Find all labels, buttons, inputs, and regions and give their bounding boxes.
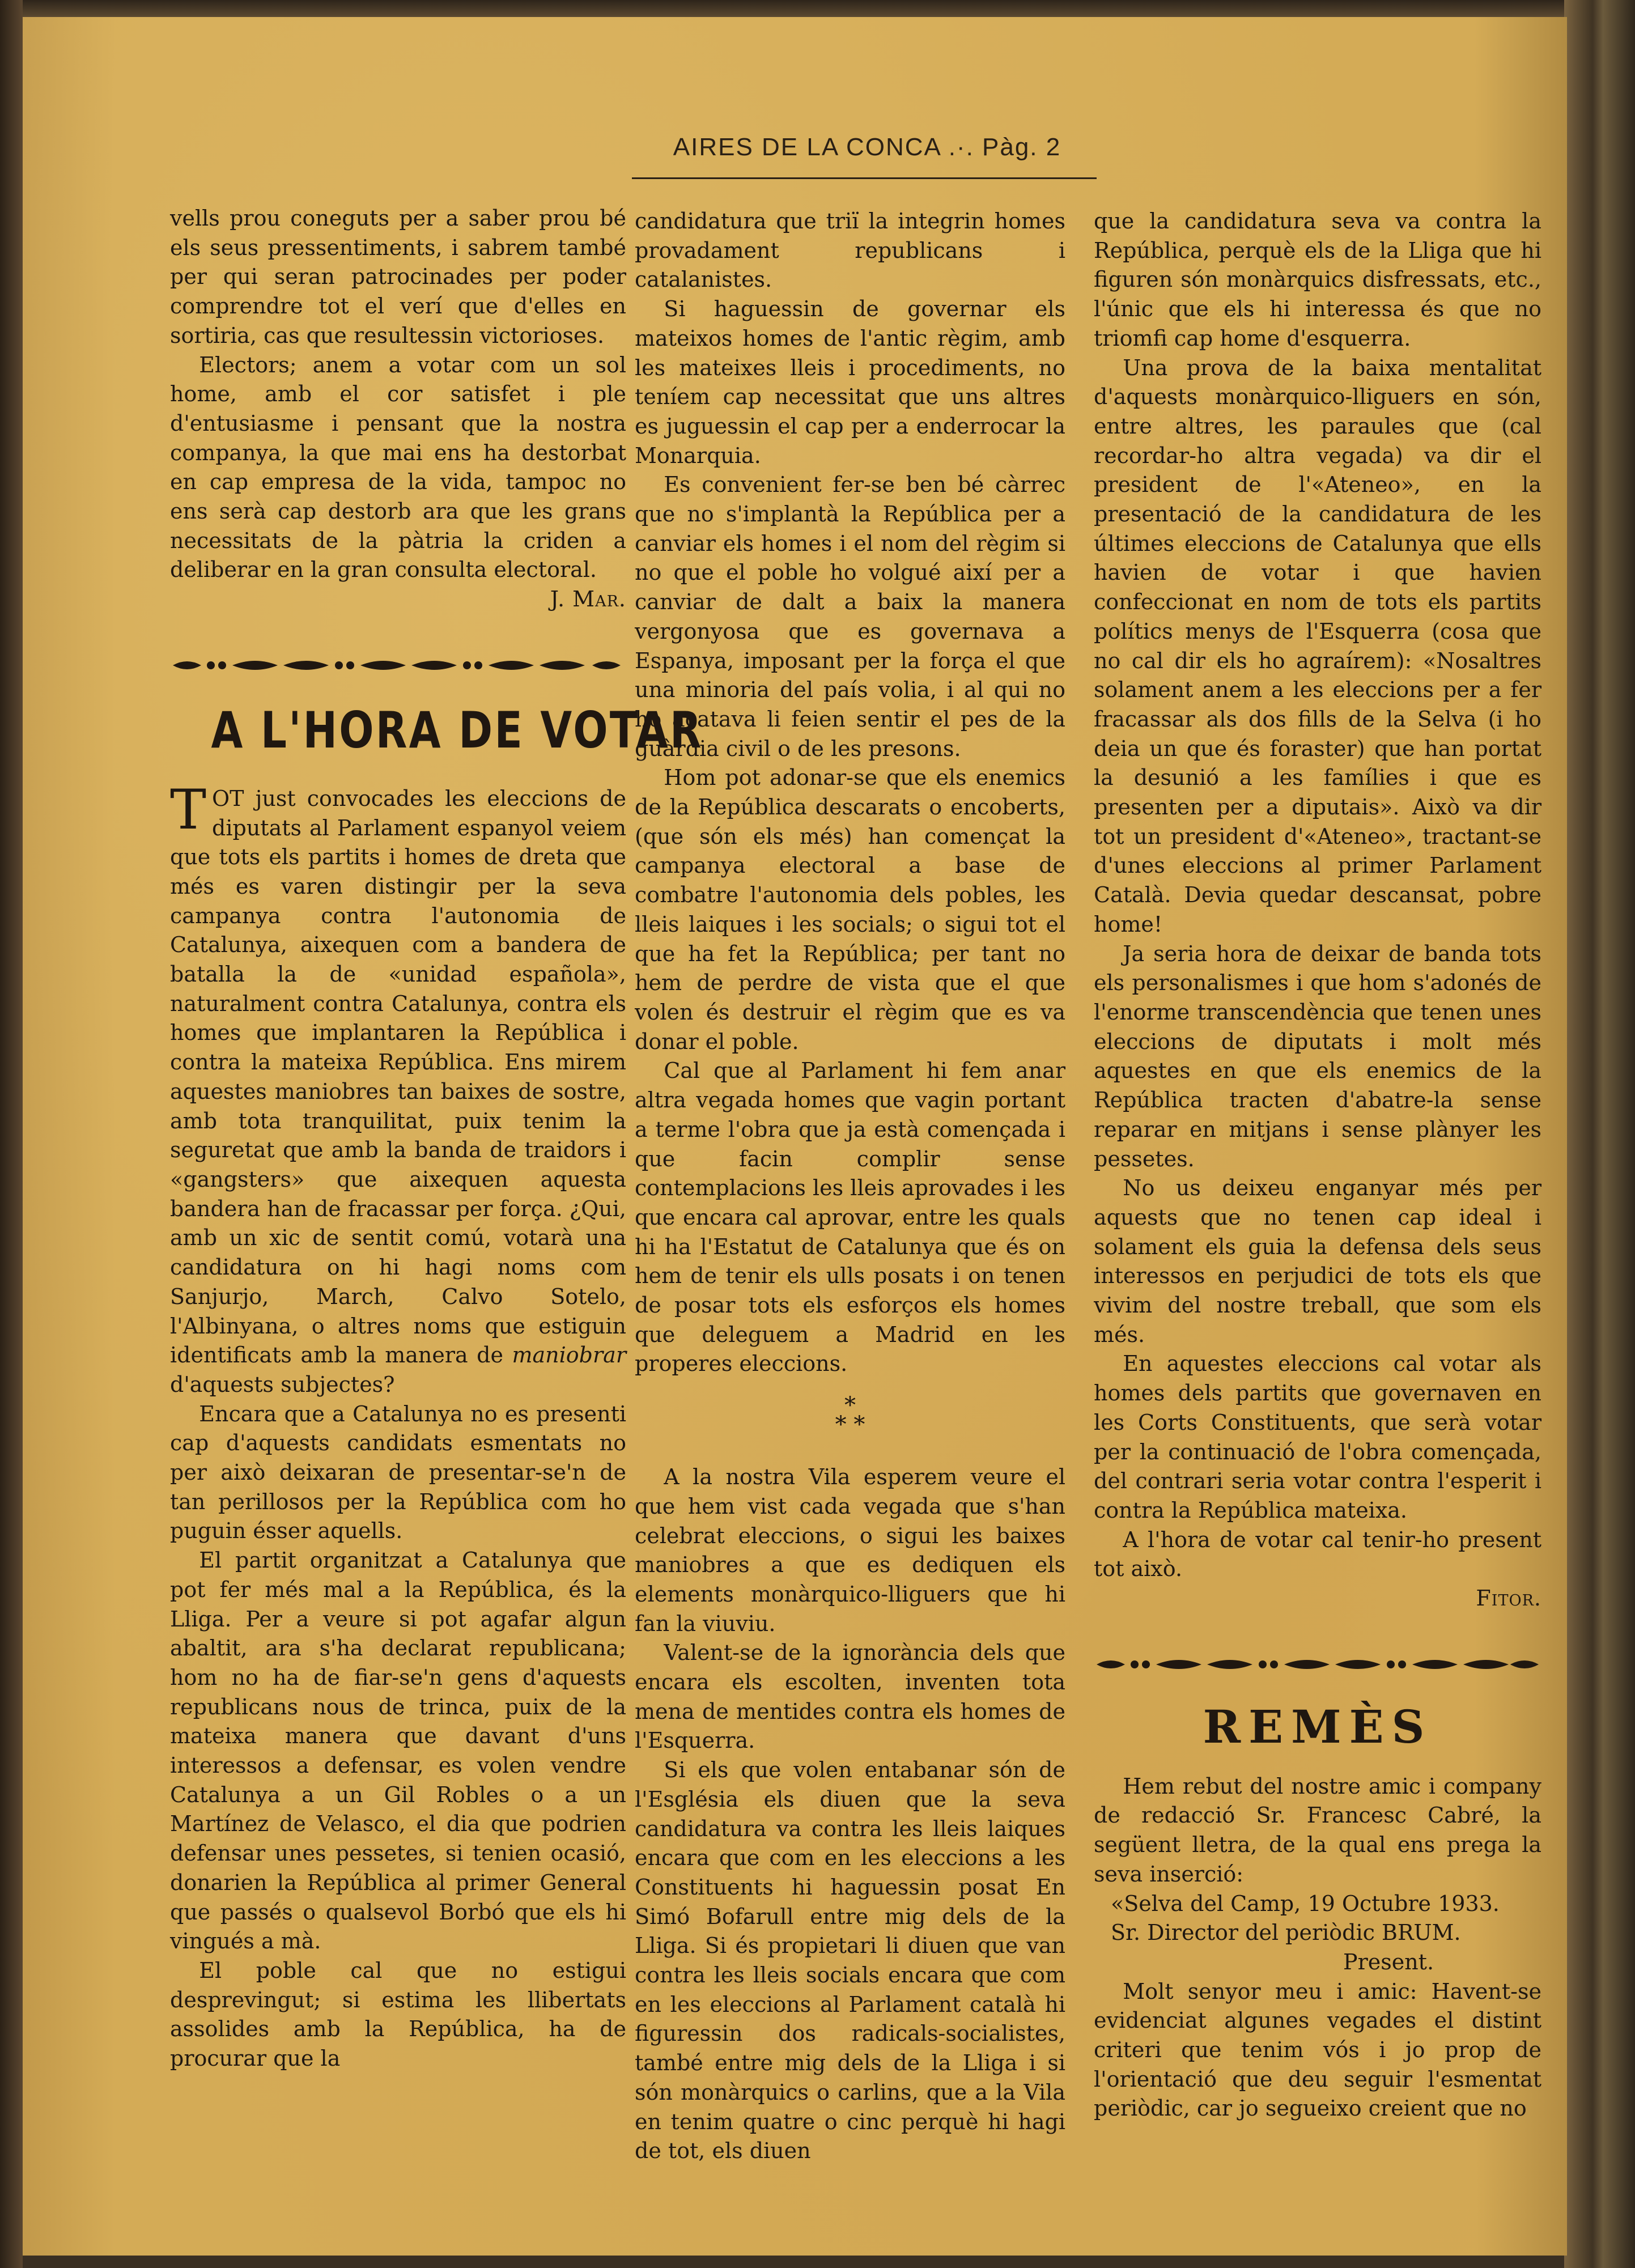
ornament-divider: [170, 654, 626, 677]
paragraph: Encara que a Catalunya no es presenti cap d'aquests candidats esmentats no per això deixaran de presentar-se'n de tan perillosos per la República com ho puguin ésser aquells.: [170, 1401, 626, 1544]
paragraph: Cal que al Parlament hi fem anar altra vegada homes que vagin portant a terme l'obra que ja està començada i que facin complir sense contemplacions les lleis aprovades i les que encara cal aprovar, entre les quals hi ha l'Estatut de Catalunya que és on hem de tenir els ulls posats i on tenen de posar tots els esforços els homes que deleguem a Madrid en les properes eleccions.: [635, 1058, 1065, 1377]
letter-recipient: Sr. Director del periòdic BRUM.: [1111, 1920, 1461, 1946]
paragraph: En aquestes eleccions cal votar als homes dels partits que governaven en les Corts Constituents, que serà votar per la continuació de l'obra començada, del contrari seria votar contra l'esperit i contra la República mateixa.: [1094, 1351, 1541, 1523]
paragraph: Molt senyor meu i amic: Havent-se evidenciat algunes vegades el distint criteri que tenim vós i jo prop de l'orientació que deu seguir l'esmentat periòdic, car jo segueixo creient que no: [1094, 1978, 1541, 2121]
page-header: AIRES DE LA CONCA .·. Pàg. 2: [673, 133, 1061, 161]
paragraph: Valent-se de la ignorància dels que encara els escolten, inventen tota mena de mentides contra els homes de l'Esquerra.: [635, 1640, 1065, 1753]
paragraph: Ja seria hora de deixar de banda tots els personalismes i que hom s'adonés de l'enorme transcendència que tenen unes eleccions de diputats i molt més aquestes en que els enemics de la República tracten d'abatre-la sense reparar en mitjans i sense plànyer les pessetes.: [1094, 941, 1541, 1171]
paragraph: Es convenient fer-se ben bé càrrec que no s'implantà la República per a canviar els homes i el nom del règim si no que el poble ho volgué així per a canviar de dalt a baix la manera vergonyosa que es governava a Espanya, imposant per la força el que una minoria del país volia, i al qui no ho acatava li feien sentir el pes de la guàrdia civil o de les presons.: [635, 472, 1065, 761]
signature: Fitor.: [1476, 1586, 1541, 1611]
paragraph: El partit organitzat a Catalunya que pot fer més mal a la República, és la Lliga. Per a veure si pot agafar algun abaltit, ara s'ha declarat republicana; hom no ha de fiar-se'n gens d'aquests republicans nous de trinca, puix de la mateixa manera que davant d'uns interessos a defensar, es volen vendre Catalunya a un Gil Robles o a un Martínez de Velasco, el dia que podrien defensar unes pessetes, si tenien ocasió, donarien la República al primer General que passés o qualsevol Borbó que els hi vingués a mà.: [170, 1548, 626, 1954]
paragraph: A l'hora de votar cal tenir-ho present tot això.: [1094, 1527, 1541, 1582]
signature: J. Mar.: [550, 587, 626, 612]
column-2: [635, 207, 1065, 2166]
paragraph: Hem rebut del nostre amic i company de redacció Sr. Francesc Cabré, la següent lletra, de la qual ens prega la seva inserció:: [1094, 1773, 1541, 1887]
header-rule: [632, 177, 1097, 179]
paragraph-dropcap: TOT just convocades les eleccions de diputats al Parlament espanyol veiem que tots els partits i homes de dreta que més es varen distingir per la seva campanya contra l'autonomia de Catalunya, aixequen com a bandera de batalla la de «unidad española», naturalment contra Catalunya, contra els homes que implantaren la República i contra la mateixa República. Ens mirem aquestes maniobres tan baixes de sostre, amb tota tranquilitat, puix tenim la seguretat que amb la banda de traidors i «gangsters» que aixequen aquesta bandera han de fracassar per força. ¿Qui, amb un xic de sentit comú, votarà una candidatura on hi hagi noms com Sanjurjo, March, Calvo Sotelo, l'Albinyana, o altres noms que estiguin identificats amb la manera de maniobrar d'aquests subjectes?: [170, 778, 626, 1397]
ornament-divider: [1094, 1653, 1541, 1676]
paragraph: candidatura que triï la integrin homes provadament republicans i catalanistes.: [635, 209, 1065, 292]
paragraph: El poble cal que no estigui desprevingut; si estima les llibertats assolides amb la República, ha de procurar que la: [170, 1957, 626, 2071]
binding-left-edge: [0, 0, 23, 2268]
paragraph: No us deixeu enganyar més per aquests que no tenen cap ideal i solament els guia la defensa dels seus interessos en perjudici de tots els que vivim del nostre treball, que som els més.: [1094, 1175, 1541, 1347]
column-1: [170, 204, 703, 2074]
paragraph: Si els que volen entabanar són de l'Església els diuen que la seva candidatura va contra les lleis laiques encara que com en les eleccions a les Constituents hi haguessin posat En Simó Bofarull entre mig dels de la Lliga. Si és propietari li diuen que van contra les lleis socials encara que com en les eleccions al Parlament català hi figuressin dos radicals-socialistes, també entre mig dels de la Lliga i si són monàrquics o carlins, que a la Vila en tenim quatre o cinc perquè hi hagi de tot, els diuen: [635, 1757, 1065, 2164]
column-3: [1094, 207, 1541, 2123]
section-title: REMÈS: [1203, 1700, 1433, 1753]
paragraph: Si haguessin de governar els mateixos homes de l'antic règim, amb les mateixes lleis i procediments, no teníem cap necessitat que uns altres es juguessin el cap per a enderrocar la Monarquia.: [635, 296, 1065, 468]
paragraph: Una prova de la baixa mentalitat d'aquests monàrquico-lliguers en són, entre altres, les paraules que (cal recordar-ho altra vegada) va dir el president de l'«Ateneo», en la presentació de la candidatura de les últimes eleccions de Catalunya que ells havien de votar i que havien confeccionat en nom de tots els partits polítics menys de l'Esquerra (cosa que no cal dir els ho agraírem): «Nosaltres solament anem a les eleccions per a fer fracassar als dos fills de la Selva (i ho deia un que és foraster) que han portat la desunió a les famílies i que es presenten per a diputais». Això va dir tot un president d'«Ateneo», tractant-se d'unes eleccions al primer Parlament Català. Devia quedar descansat, pobre home!: [1094, 355, 1541, 937]
letter-date: «Selva del Camp, 19 Octubre 1933.: [1111, 1891, 1500, 1916]
asterism: * * *: [835, 1392, 865, 1438]
paragraph: que la candidatura seva va contra la República, perquè els de la Lliga que hi figuren són monàrquics disfressats, etc., l'únic que els hi interessa és que no triomfi cap home d'esquerra.: [1094, 209, 1541, 351]
paragraph: A la nostra Vila esperem veure el que hem vist cada vegada que s'han celebrat eleccions, o sigui les baixes maniobres a que es dediquen els elements monàrquico-lliguers que hi fan la viuviu.: [635, 1464, 1065, 1636]
binding-right-edge: [1564, 0, 1635, 2268]
newspaper-page: [23, 17, 1567, 2256]
letter-present: Present.: [1343, 1949, 1434, 1974]
drop-cap: T: [170, 778, 207, 842]
paragraph: Electors; anem a votar com un sol home, amb el cor satisfet i ple d'entusiasme i pensant que la nostra companya, la que mai ens ha destorbat en cap empresa de la vida, tampoc no ens serà cap destorb ara que les grans necessitats de la pàtria la criden a deliberar en la gran consulta electoral.: [170, 352, 626, 583]
article-title: A L'HORA DE VOTAR: [211, 700, 703, 759]
paragraph: Hom pot adonar-se que els enemics de la República descarats o encoberts, (que són els més) han començat la campanya electoral a base de combatre l'autonomia dels pobles, les lleis laiques i les socials; o sigui tot el que ha fet la República; per tant no hem de perdre de vista que el que volen és destruir el règim que es va donar el poble.: [635, 765, 1065, 1054]
paragraph: vells prou coneguts per a saber prou bé els seus pressentiments, i sabrem també per qui seran patrocinades per poder comprendre tot el verí que d'elles en sortiria, cas que resultessin victorioses.: [170, 206, 626, 348]
